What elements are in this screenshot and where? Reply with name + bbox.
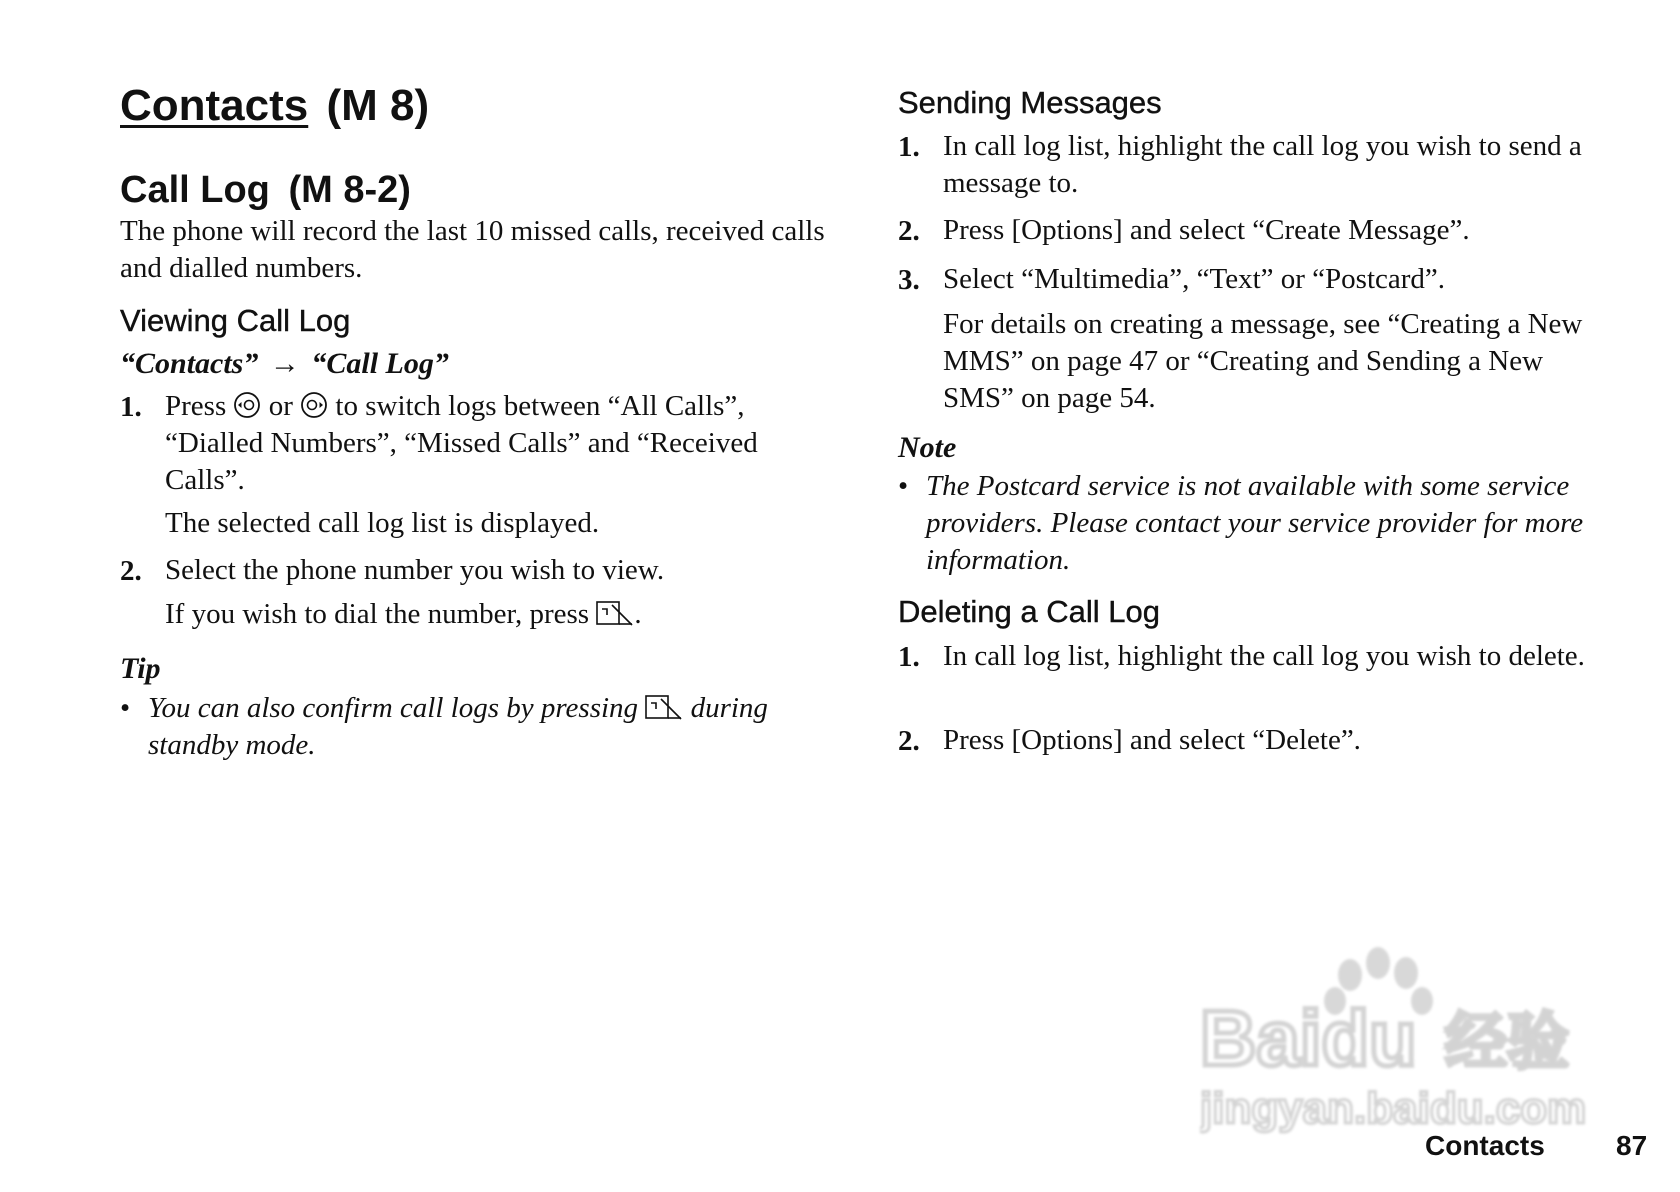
- section-title: [120, 168, 411, 212]
- step-text-pre: Press: [165, 390, 227, 422]
- note-bullet: •: [898, 470, 909, 502]
- step-number: 2.: [120, 555, 142, 587]
- note-text: The Postcard service is not available with some service providers. Please contact your service provider for more information.: [926, 470, 1584, 576]
- step-note: The selected call log list is displayed.: [165, 507, 600, 539]
- step-text: In call log list, highlight the call log you wish to send a message to.: [943, 130, 1582, 199]
- step-text: [165, 388, 830, 499]
- section-title-text: Call Log: [120, 169, 270, 211]
- watermark-brand: Baidu: [1200, 994, 1417, 1082]
- footer-section: Contacts: [1425, 1130, 1545, 1161]
- watermark-url: jingyan.baidu.com: [1200, 1084, 1587, 1133]
- tip-text-pre: You can also confirm call logs by pressing: [148, 692, 639, 724]
- arrow-icon: →: [269, 347, 300, 380]
- viewing-heading: Viewing Call Log: [120, 303, 351, 338]
- nav-left-key-icon: [233, 391, 261, 419]
- tip-bullet: •: [120, 692, 131, 724]
- step-text: In call log list, highlight the call log you wish to delete.: [943, 640, 1585, 672]
- step-text-post: to switch logs between “All Calls”, “Dialled Numbers”, “Missed Calls” and “Received Calls”.: [165, 390, 758, 496]
- send-key-icon: [596, 599, 634, 627]
- step-text: Press [Options] and select “Delete”.: [943, 724, 1361, 756]
- step-number: 2.: [898, 215, 920, 247]
- step-note-pre: If you wish to dial the number, press: [165, 598, 590, 630]
- sending-detail: For details on creating a message, see “Creating a New MMS” on page 47 or “Creating and Sending a New SMS” on page 54.: [943, 308, 1583, 414]
- page-title-code: (M 8): [326, 81, 430, 130]
- menu-path-b: “Call Log”: [311, 347, 449, 380]
- baidu-watermark-logo: [1200, 945, 1610, 1145]
- tip-text-post: during standby mode.: [148, 692, 768, 761]
- step-number: 3.: [898, 264, 920, 296]
- page-number: 87: [1616, 1130, 1648, 1161]
- send-key-icon: [645, 693, 683, 721]
- step-text: Select the phone number you wish to view.: [165, 554, 665, 586]
- note-heading: Note: [898, 431, 957, 464]
- step-text-mid: or: [268, 390, 293, 422]
- step-text: Press [Options] and select “Create Message”.: [943, 214, 1470, 246]
- page-title: [120, 80, 429, 132]
- step-number: 1.: [898, 131, 920, 163]
- menu-path-a: “Contacts”: [120, 347, 259, 380]
- tip-heading: Tip: [120, 652, 161, 685]
- tip-text: [148, 690, 830, 764]
- deleting-heading: Deleting a Call Log: [898, 594, 1160, 629]
- intro-paragraph: The phone will record the last 10 missed calls, received calls and dialled numbers.: [120, 215, 825, 284]
- step-note-post: .: [634, 598, 642, 630]
- step-note: [165, 596, 830, 633]
- step-text: Select “Multimedia”, “Text” or “Postcard”.: [943, 263, 1446, 295]
- step-number: 2.: [898, 725, 920, 757]
- step-number: 1.: [120, 391, 142, 423]
- sending-heading: Sending Messages: [898, 85, 1162, 120]
- menu-path: [120, 347, 449, 381]
- section-title-code: (M 8-2): [288, 169, 411, 211]
- step-number: 1.: [898, 641, 920, 673]
- nav-right-key-icon: [300, 391, 328, 419]
- page-title-text: Contacts: [120, 81, 309, 130]
- watermark-cn: 经验: [1445, 1005, 1570, 1078]
